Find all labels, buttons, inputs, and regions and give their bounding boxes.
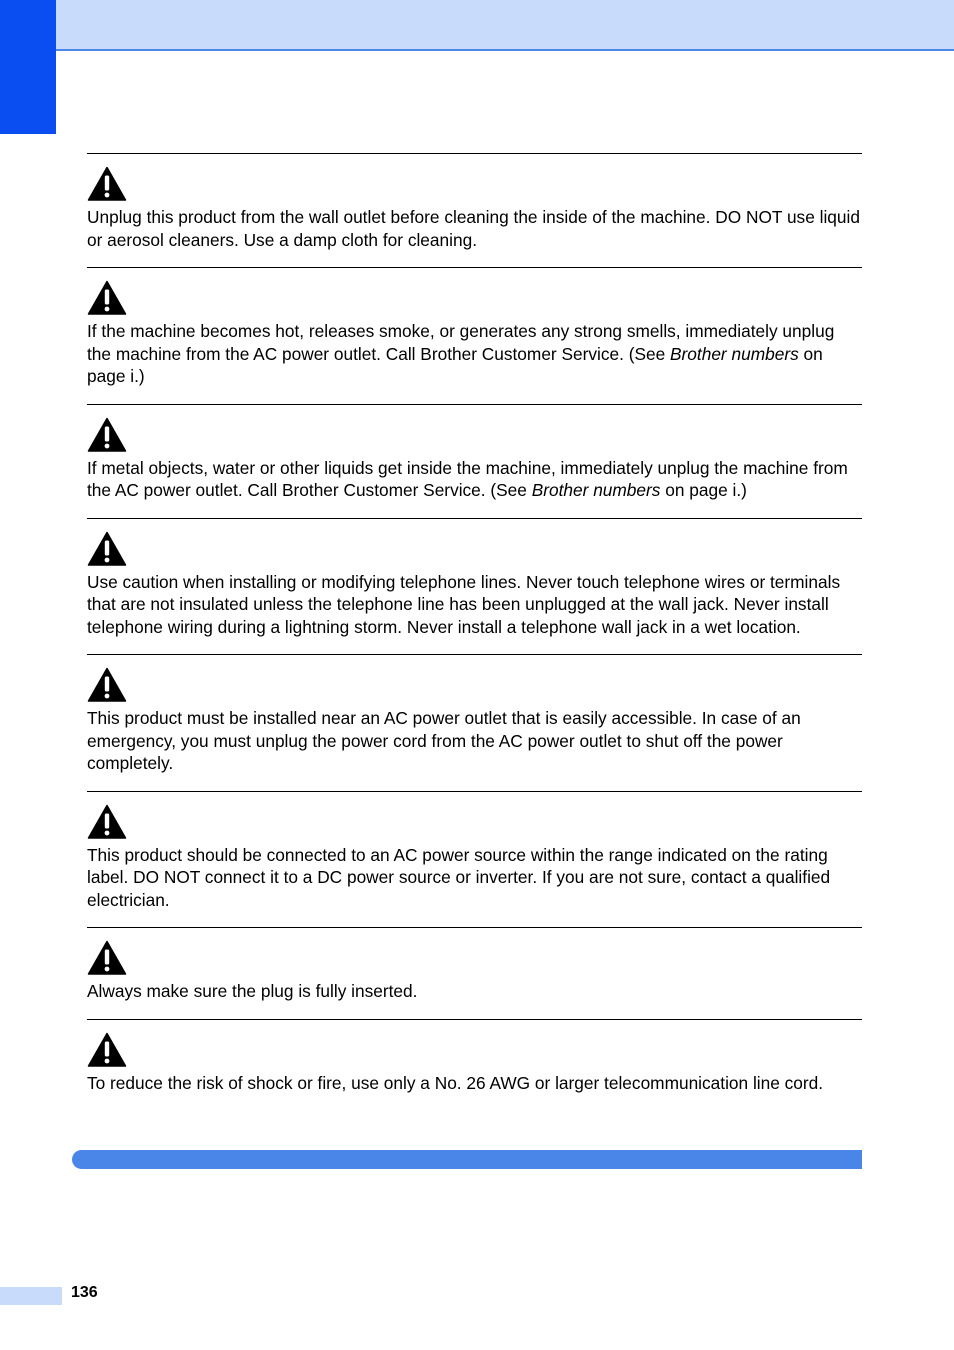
warning-text: To reduce the risk of shock or fire, use only a No. 26 AWG or larger telecommunication line cord. [87,1072,824,1093]
chapter-tab [0,0,56,134]
warning-triangle-icon [87,1032,127,1068]
page-number: 136 [71,1284,98,1301]
warning-text: Always make sure the plug is fully inserted. [87,981,418,1001]
warning-block [87,153,862,267]
warning-block [87,927,862,1019]
warning-block [87,1019,862,1111]
warning-triangle-icon [87,417,127,453]
warning-text: Use caution when installing or modifying telephone lines. Never touch telephone wires or terminals that are not insulated unless the telephone line has been unplugged at the wall jack. Never install telephone wiring during a lightning storm. Never install a telephone wall jack in a wet location. [87,571,841,637]
brother-numbers-reference: Brother numbers [531,480,661,500]
warning-block [87,267,862,404]
header-band [56,0,954,51]
brother-numbers-reference: Brother numbers [670,343,799,364]
warning-triangle-icon [87,667,127,703]
warning-text: If metal objects, water or other liquids get inside the machine, immediately unplug the machine from the AC power outlet. Call Brother Customer Service. (See Brother numbers on page i.) [87,457,848,500]
section-end-bar [72,1150,862,1169]
warning-text: This product should be connected to an AC power source within the range indicated on the rating label. DO NOT connect it to a DC power source or inverter. If you are not sure, contact a qualified electrician. [87,844,831,910]
warning-block [87,791,862,928]
page-number-tab [0,1287,62,1305]
warnings-list [87,153,862,1110]
warning-text: This product must be installed near an AC power outlet that is easily accessible. In case of an emergency, you must unplug the power cord from the AC power outlet to shut off the power completely. [87,708,801,773]
warning-text: If the machine becomes hot, releases smoke, or generates any strong smells, immediately unplug the machine from the AC power outlet. Call Brother Customer Service. (See Brother numbers on page i.) [87,321,835,386]
warning-triangle-icon [87,940,127,976]
warning-block [87,518,862,655]
warning-block [87,654,862,791]
warning-block [87,404,862,518]
warning-triangle-icon [87,804,127,840]
warning-triangle-icon [87,280,127,316]
warning-triangle-icon [87,166,127,202]
warning-triangle-icon [87,531,127,567]
warning-text: Unplug this product from the wall outlet before cleaning the inside of the machine. DO NOT use liquid or aerosol cleaners. Use a damp cloth for cleaning. [87,207,860,250]
